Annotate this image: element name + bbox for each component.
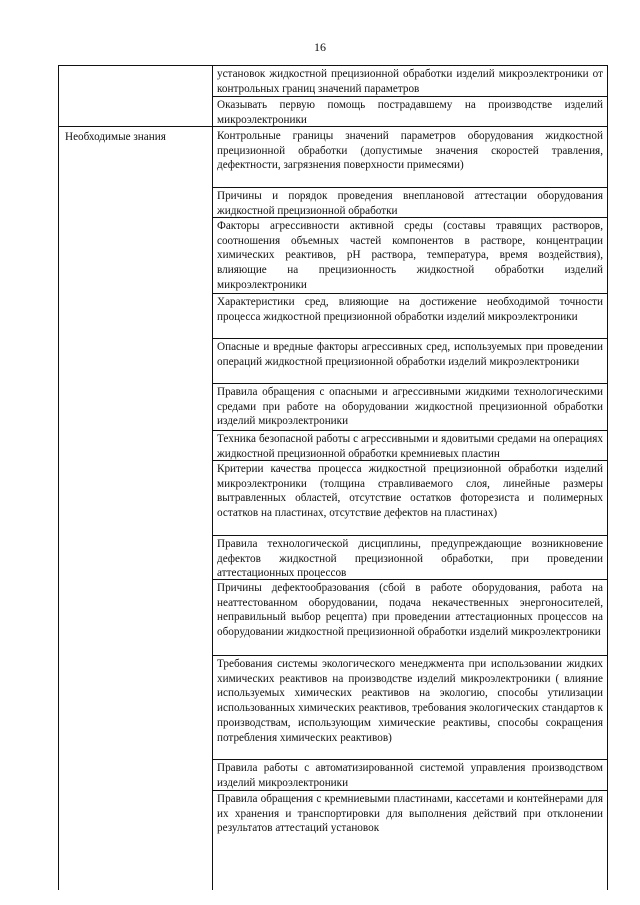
table-cell: Характеристики сред, влияющие на достижение необходимой точности процесса жидкостной прецизионной обработки изделий микроэлектроники <box>213 294 607 339</box>
table-cell: Факторы агрессивности активной среды (составы травящих растворов, соотношения объемных частей компонентов в растворе, концентрации химических реактивов, рН раствора, температура, время воздействия), влияющие на прецизионность жидкостной обработки изделий микроэлектроники <box>213 218 607 294</box>
table-cell: Правила технологической дисциплины, предупреждающие возникновение дефектов жидкостной прецизионной обработки, при проведении аттестационных процессов <box>213 536 607 580</box>
table-section-continued <box>59 66 607 127</box>
section-label: Необходимые знания <box>65 131 166 143</box>
table-section-knowledge <box>59 127 607 891</box>
table-cell: Причины дефектообразования (сбой в работе оборудования, работа на неаттестованном оборудовании, подача некачественных энергоносителей, неправильный выбор рецепта) при проведении аттестационных процессов на оборудовании жидкостной прецизионной обработки изделий микроэлектроники <box>213 580 607 656</box>
page-number: 16 <box>314 40 326 54</box>
table-cell: Критерии качества процесса жидкостной прецизионной обработки изделий микроэлектроники (толщина стравливаемого слоя, линейные размеры вытравленных областей, отсутствие остатков фоторезиста и полимерных остатков на пластинах, отсутствие дефектов на пластинах) <box>213 461 607 536</box>
table-cell: Оказывать первую помощь пострадавшему на производстве изделий микроэлектроники <box>217 99 603 126</box>
table-cell: Правила работы с автоматизированной системой управления производством изделий микроэлектроники <box>213 760 607 791</box>
table-cell: Причины и порядок проведения внеплановой аттестации оборудования жидкостной прецизионной обработки <box>213 188 607 218</box>
table-cell: Требования системы экологического менеджмента при использовании жидких химических реактивов на производстве изделий микроэлектроники ( влияние используемых химических реактивов на экологию, способы утилизации использованных химических реактивов, требования экологических стандартов к производствам, использующим химические реактивы, способы сокращения потребления химических реактивов) <box>213 656 607 760</box>
table-cell: установок жидкостной прецизионной обработки изделий микроэлектроники от контрольных границ значений параметров <box>213 66 607 97</box>
table-cell: Опасные и вредные факторы агрессивных сред, используемых при проведении операций жидкостной прецизионной обработки изделий микроэлектроники <box>213 339 607 384</box>
table-cell: Правила обращения с кремниевыми пластинами, кассетами и контейнерами для их хранения и транспортировки для выполнения действий при отклонении результатов аттестаций установок <box>217 793 603 835</box>
table-cell: Техника безопасной работы с агрессивными и ядовитыми средами на операциях жидкостной прецизионной обработки кремниевых пластин <box>213 431 607 461</box>
table-cell: Правила обращения с опасными и агрессивными жидкими технологическими средами при работе на оборудовании жидкостной прецизионной обработки изделий микроэлектроники <box>213 384 607 431</box>
table-cell: Контрольные границы значений параметров оборудования жидкостной прецизионной обработки (допустимые значения скоростей травления, дефектности, загрязнения поверхности примесями) <box>213 127 607 188</box>
knowledge-table <box>58 65 608 890</box>
